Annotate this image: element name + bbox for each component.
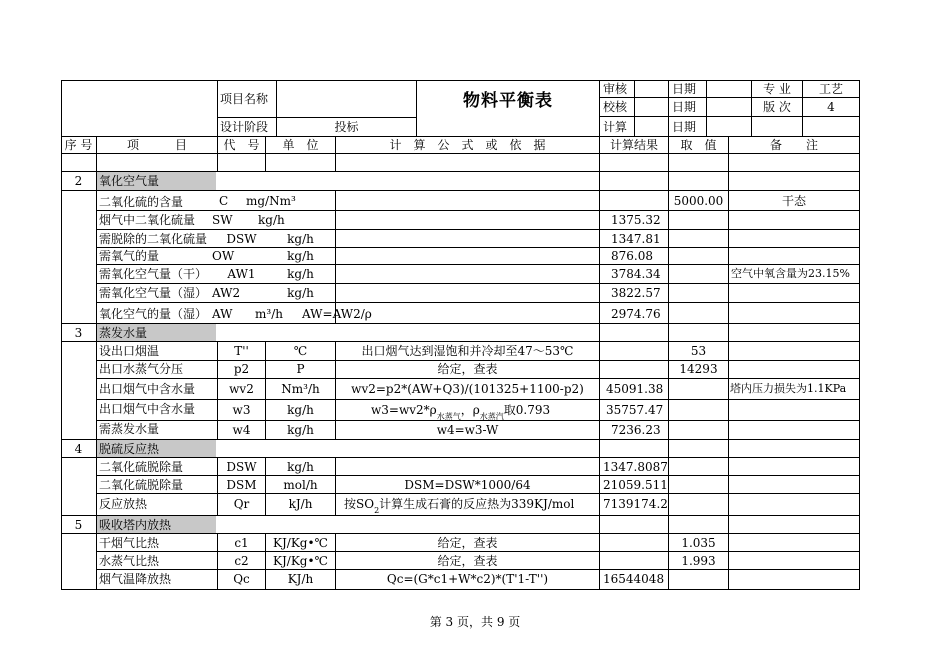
row-unit: kg/h [287,267,314,281]
row-note: 干态 [781,194,806,208]
section-number: 5 [74,518,83,532]
grid-line [599,80,600,137]
row-result: 1347.8087 [603,460,668,474]
grid-line [96,360,860,361]
row-unit: m³/h [255,307,283,321]
row-code: DSM [226,478,257,492]
row-code: OW [212,249,235,263]
row-unit: kg/h [287,423,314,437]
row-value: 1.993 [681,554,716,568]
grid-line [668,80,669,137]
col-result: 计算结果 [609,138,658,152]
row-basis: Qc=(G*c1+W*c2)*(T'1-T'') [386,572,549,586]
row-unit: mol/h [283,478,318,492]
row-code: AW1 [227,267,256,281]
row-unit: kg/h [287,403,314,417]
grid-line [61,190,860,191]
row-code: p2 [233,362,250,376]
row-item: 出口烟气中含水量 [99,382,196,396]
major-value: 工艺 [818,82,843,96]
date-label: 日期 [672,100,697,114]
row-item: 烟气温降放热 [99,572,172,586]
row-item: 需氧气的量 [99,249,160,263]
basis-subscript: 水蒸汽 [479,412,504,421]
basis-subscript: 水蒸气 [436,412,461,421]
grid-line [96,420,860,421]
grid-line [61,533,860,534]
row-item: 需氧化空气量（湿） [99,286,208,300]
grid-line [96,475,860,476]
row-item: 二氧化硫脱除量 [99,460,184,474]
row-code: w3 [232,403,251,417]
border-bottom [61,589,860,590]
row-basis: 给定，查表 [437,362,498,376]
major-label: 专 业 [763,82,791,96]
row-note: 塔内压力损失为1.1KPa [730,382,847,395]
section-title: 脱硫反应热 [99,442,160,456]
row-unit: ℃ [293,344,308,358]
grid-line [706,80,707,137]
grid-line [61,136,860,137]
row-code: SW [212,213,233,227]
row-code: c2 [234,554,249,568]
grid-line [61,153,860,154]
row-item: 出口烟气中含水量 [99,402,196,416]
row-item: 干烟气比热 [99,536,160,550]
row-result: 45091.38 [606,382,664,396]
grid-line [96,569,860,570]
row-item: 烟气中二氧化硫量 [99,213,196,227]
row-basis: 给定，查表 [437,536,498,550]
row-basis: 出口烟气达到湿饱和并冷却至47～53℃ [361,344,574,358]
row-code: C [219,194,229,208]
col-code: 代 号 [223,138,260,152]
row-item: 氧化空气的量（湿） [99,307,208,321]
row-value: 53 [690,344,707,358]
grid-line [634,80,635,137]
row-code: DSW [226,232,257,246]
row-value: 14293 [679,362,718,376]
row-unit: KJ/Kg•℃ [273,536,328,550]
design-stage-value: 投标 [334,120,359,134]
col-value: 取 值 [680,138,717,152]
basis-part: ，ρ [460,403,480,417]
grid-line [96,229,860,230]
row-code: Qr [233,497,250,511]
row-basis [371,403,550,419]
row-result: 876.08 [611,249,653,263]
basis-subscript: 2 [374,506,380,515]
row-result: 35757.47 [606,403,664,417]
row-result: 16544048 [603,572,665,586]
row-basis: AW=AW2/ρ [302,307,372,321]
row-code: AW [212,307,233,321]
col-item: 项 目 [126,138,187,152]
grid-line [416,80,417,137]
row-result: 2974.76 [611,307,661,321]
row-unit: kg/h [258,213,285,227]
section-title: 氧化空气量 [99,174,160,188]
row-basis: 给定，查表 [437,554,498,568]
row-unit: kJ/h [288,497,313,511]
row-item: 设出口烟温 [99,344,160,358]
row-basis: wv2=p2*(AW+Q3)/(101325+1100-p2) [351,382,584,396]
grid-line [96,399,860,400]
version-label: 版 次 [763,100,791,114]
row-result: 1375.32 [611,213,661,227]
col-note: 备 注 [769,138,818,152]
grid-line [61,457,860,458]
project-name-label: 项目名称 [220,92,269,106]
grid-line [61,341,860,342]
row-result: 7236.23 [611,423,661,437]
row-item: 需蒸发水量 [99,422,160,436]
row-item: 出口水蒸气分压 [99,362,184,376]
page-title: 物料平衡表 [463,91,553,111]
proof-label: 校核 [603,100,628,114]
col-unit: 单 位 [282,138,319,152]
row-value: 5000.00 [673,194,724,208]
basis-part: w3=wv2*ρ [371,403,437,417]
row-code: DSW [226,460,257,474]
basis-part: 按SO [344,497,375,511]
section-title: 蒸发水量 [99,326,148,340]
row-result: 7139174.2 [603,497,668,511]
row-note: 空气中氧含量为23.15% [731,267,850,280]
grid-line [96,378,860,379]
row-item: 反应放热 [99,497,148,511]
row-unit: kg/h [287,286,314,300]
grid-line [599,116,860,117]
basis-part: 取0.793 [503,403,551,417]
grid-line [335,190,336,324]
row-result: 3784.34 [611,267,661,281]
row-result: 21059.511 [603,478,668,492]
row-unit: KJ/h [287,572,314,586]
basis-part: 计算生成石膏的反应热为339KJ/mol [379,497,575,511]
grid-line [96,283,860,284]
grid-line [96,551,860,552]
row-code: Qc [233,572,250,586]
section-title: 吸收塔内放热 [99,518,172,532]
row-unit: P [296,362,305,376]
section-number: 3 [74,326,83,340]
row-unit: mg/Nm³ [246,194,296,208]
row-item: 水蒸气比热 [99,554,160,568]
grid-line [96,302,860,303]
row-code: c1 [234,536,249,550]
grid-line [217,80,218,137]
row-item: 二氧化硫脱除量 [99,478,184,492]
version-value: 4 [827,100,835,114]
col-basis: 计 算 公 式 或 依 据 [389,138,546,152]
row-item: 需脱除的二氧化硫量 [99,232,208,246]
row-code: AW2 [212,286,241,300]
calc-label: 计算 [603,120,628,134]
row-code: w4 [232,423,251,437]
grid-line [96,210,860,211]
row-item: 需氧化空气量（干） [99,267,208,281]
page-number: 第 3 页，共 9 页 [429,615,521,629]
row-result: 3822.57 [611,286,661,300]
review-label: 审核 [603,82,628,96]
grid-line [96,247,860,248]
section-number: 4 [74,442,83,456]
row-unit: Nm³/h [281,382,320,396]
row-unit: KJ/Kg•℃ [273,554,328,568]
row-basis [344,497,574,513]
row-code: wv2 [229,382,254,396]
grid-line [599,136,600,590]
col-seq: 序 号 [64,138,93,152]
date-label: 日期 [672,120,697,134]
grid-line [599,97,860,98]
row-result: 1347.81 [611,232,661,246]
row-item: 二氧化硫的含量 [99,195,184,209]
border-right [859,80,860,590]
row-value: 1.035 [681,536,716,550]
row-basis: w4=w3-W [436,423,499,437]
border-top [61,80,860,81]
design-stage-label: 设计阶段 [220,120,269,134]
grid-line [96,264,860,265]
date-label: 日期 [672,82,697,96]
grid-line [217,117,416,118]
grid-line [96,493,860,494]
row-unit: kg/h [287,232,314,246]
section-number: 2 [74,174,83,188]
row-basis: DSM=DSW*1000/64 [404,478,531,492]
row-unit: kg/h [287,249,314,263]
row-unit: kg/h [287,460,314,474]
row-code: T'' [234,344,249,358]
